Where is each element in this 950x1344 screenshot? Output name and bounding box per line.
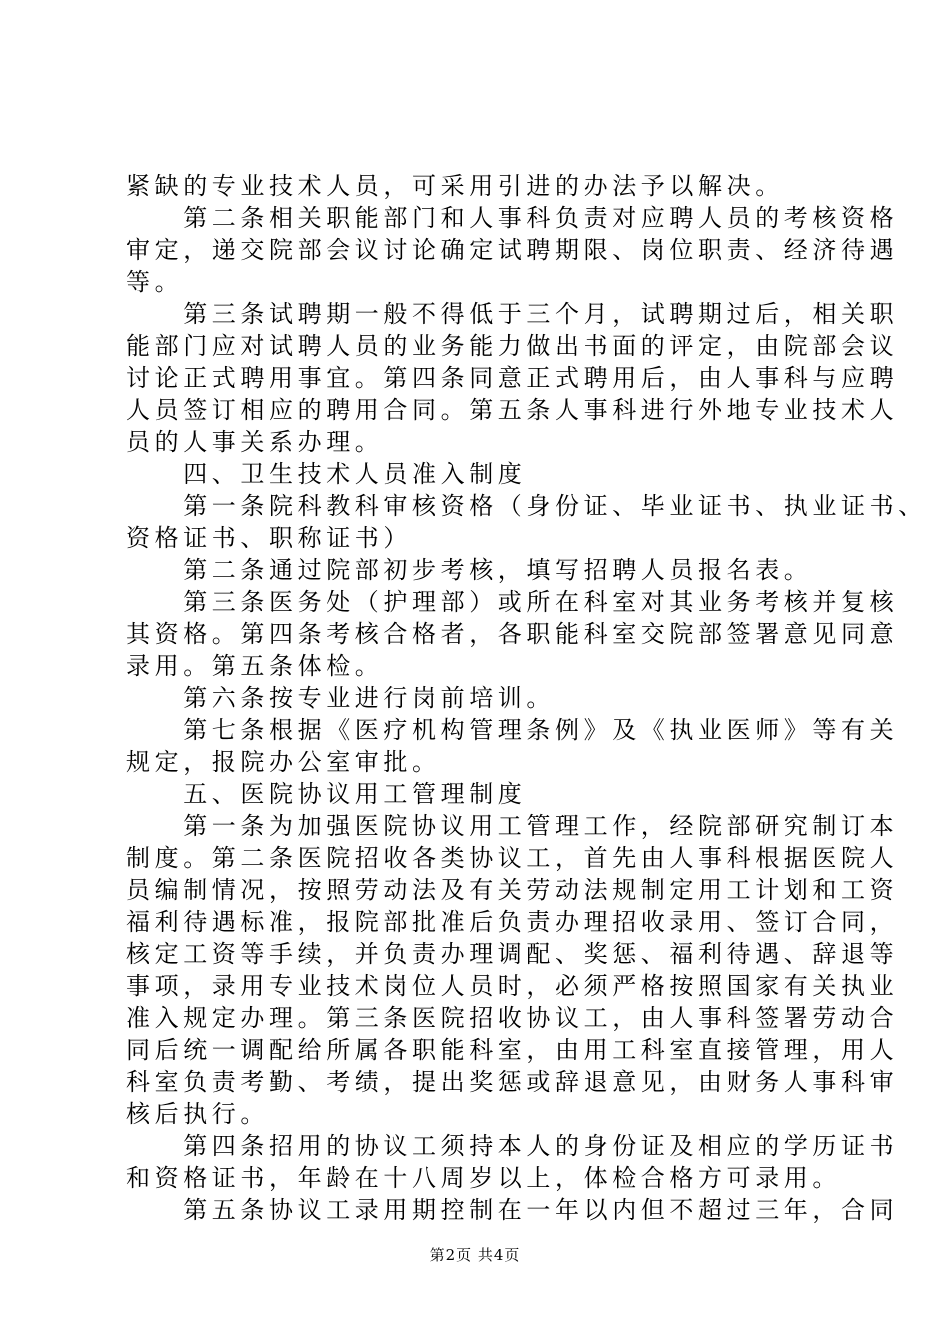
text-line: 紧缺的专业技术人员，可采用引进的办法予以解决。 (126, 172, 784, 200)
text-line: 员的人事关系办理。 (126, 428, 384, 456)
text-line: 第五条协议工录用期控制在一年以内但不超过三年，合同 (126, 1196, 899, 1224)
text-line: 核后执行。 (126, 1100, 269, 1128)
text-line: 第六条按专业进行岗前培训。 (126, 684, 555, 712)
text-line: 四、卫生技术人员准入制度 (126, 460, 527, 488)
text-line: 第二条相关职能部门和人事科负责对应聘人员的考核资格 (126, 204, 899, 232)
text-line: 科室负责考勤、考绩，提出奖惩或辞退意见，由财务人事科审 (126, 1068, 899, 1096)
text-line: 人员签订相应的聘用合同。第五条人事科进行外地专业技术人 (126, 396, 899, 424)
text-line: 第一条院科教科审核资格（身份证、毕业证书、执业证书、 (126, 492, 927, 520)
text-line: 和资格证书，年龄在十八周岁以上，体检合格方可录用。 (126, 1164, 841, 1192)
text-line: 五、医院协议用工管理制度 (126, 780, 527, 808)
text-line: 员编制情况，按照劳动法及有关劳动法规制定用工计划和工资 (126, 876, 899, 904)
text-line: 第一条为加强医院协议用工管理工作，经院部研究制订本 (126, 812, 899, 840)
text-line: 事项，录用专业技术岗位人员时，必须严格按照国家有关执业 (126, 972, 899, 1000)
text-line: 审定，递交院部会议讨论确定试聘期限、岗位职责、经济待遇 (126, 236, 899, 264)
text-line: 第四条招用的协议工须持本人的身份证及相应的学历证书 (126, 1132, 899, 1160)
text-line: 福利待遇标准，报院部批准后负责办理招收录用、签订合同， (126, 908, 899, 936)
text-line: 等。 (126, 268, 184, 296)
text-line: 第二条通过院部初步考核，填写招聘人员报名表。 (126, 556, 813, 584)
text-line: 同后统一调配给所属各职能科室，由用工科室直接管理，用人 (126, 1036, 899, 1064)
text-line: 规定，报院办公室审批。 (126, 748, 441, 776)
text-line: 录用。第五条体检。 (126, 652, 384, 680)
text-line: 准入规定办理。第三条医院招收协议工，由人事科签署劳动合 (126, 1004, 899, 1032)
text-line: 讨论正式聘用事宜。第四条同意正式聘用后，由人事科与应聘 (126, 364, 899, 392)
text-line: 其资格。第四条考核合格者，各职能科室交院部签署意见同意 (126, 620, 899, 648)
text-line: 核定工资等手续，并负责办理调配、奖惩、福利待遇、辞退等 (126, 940, 899, 968)
document-body (126, 170, 927, 1226)
text-line: 能部门应对试聘人员的业务能力做出书面的评定，由院部会议 (126, 332, 899, 360)
text-line: 第三条医务处（护理部）或所在科室对其业务考核并复核 (126, 588, 899, 616)
page-footer: 第2页 共4页 (429, 1246, 521, 1264)
text-line: 资格证书、职称证书） (126, 524, 412, 552)
text-line: 第七条根据《医疗机构管理条例》及《执业医师》等有关 (126, 716, 899, 744)
text-line: 制度。第二条医院招收各类协议工，首先由人事科根据医院人 (126, 844, 899, 872)
text-line: 第三条试聘期一般不得低于三个月，试聘期过后，相关职 (126, 300, 899, 328)
